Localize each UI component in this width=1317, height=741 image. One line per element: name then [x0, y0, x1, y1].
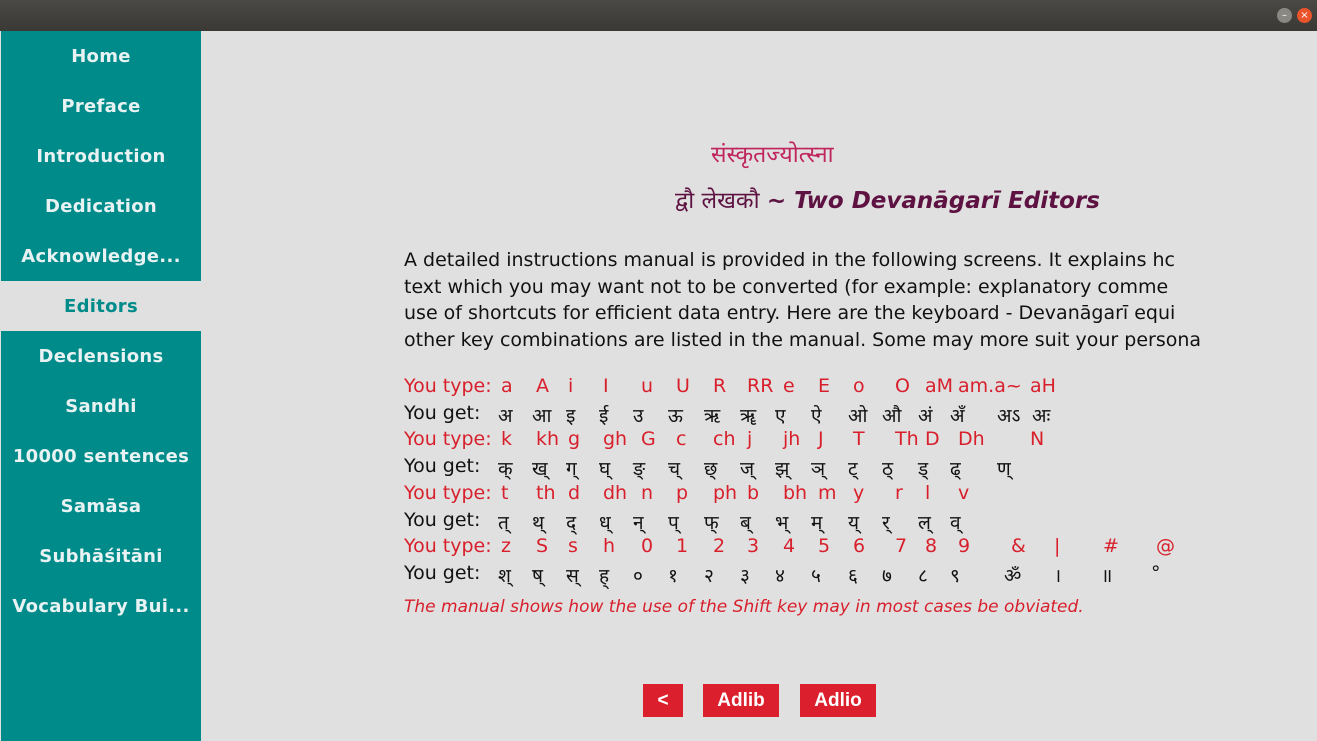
you-get-label: You get:	[404, 509, 481, 531]
key-input: E	[818, 375, 831, 397]
key-input: am.a~	[958, 375, 1022, 397]
shift-key-note: The manual shows how the use of the Shift key may in most cases be obviated.	[404, 597, 1084, 617]
paragraph-line: text which you may want not to be converted (for example: explanatory comme	[404, 275, 1169, 298]
devanagari-output: ऋ	[704, 405, 721, 427]
devanagari-output: १	[668, 565, 678, 587]
window-titlebar	[0, 0, 1317, 31]
sidebar-item-declensions[interactable]: Declensions	[38, 345, 164, 367]
key-input: O	[895, 375, 910, 397]
key-input: Dh	[958, 428, 985, 450]
you-get-row	[404, 455, 1204, 482]
devanagari-output: ए	[775, 405, 786, 427]
devanagari-output: ॥	[1101, 565, 1113, 587]
subtitle-english: ~ Two Devanāgarī Editors	[766, 188, 1100, 214]
devanagari-output: ढ्	[950, 458, 961, 480]
key-input: y	[853, 482, 865, 504]
devanagari-output: ठ्	[882, 458, 894, 480]
key-input: aH	[1030, 375, 1056, 397]
devanagari-output: भ्	[775, 512, 789, 534]
key-input: p	[676, 482, 689, 504]
key-input: th	[536, 482, 556, 504]
page-title: संस्कृतज्योत्स्ना	[711, 142, 834, 168]
adlio-button[interactable]: Adlio	[800, 684, 876, 717]
devanagari-output: प्	[668, 512, 679, 534]
devanagari-output: य्	[848, 512, 860, 534]
you-type-label: You type:	[404, 428, 492, 450]
key-input: @	[1156, 535, 1175, 557]
devanagari-output: ४	[775, 565, 785, 587]
sidebar-item-home[interactable]: Home	[71, 45, 131, 67]
key-input: aM	[925, 375, 954, 397]
sidebar-item-sandhi[interactable]: Sandhi	[65, 395, 137, 417]
devanagari-output: ।	[1054, 565, 1062, 587]
key-input: 0	[641, 535, 654, 557]
key-input: 7	[895, 535, 908, 557]
key-input: j	[747, 428, 753, 450]
sidebar-item-dedication[interactable]: Dedication	[45, 195, 157, 217]
close-window-icon[interactable]: ×	[1297, 8, 1312, 23]
devanagari-output: ञ्	[811, 458, 826, 480]
you-get-row	[404, 562, 1204, 589]
devanagari-output: घ्	[599, 458, 611, 480]
key-input: jh	[783, 428, 801, 450]
key-input: t	[501, 482, 509, 504]
sidebar-item-vocabulary-builder[interactable]: Vocabulary Bui...	[12, 595, 190, 617]
devanagari-output: ज्	[740, 458, 755, 480]
devanagari-output: ह्	[599, 565, 610, 587]
you-type-label: You type:	[404, 375, 492, 397]
key-input: |	[1054, 535, 1061, 557]
key-input: R	[713, 375, 727, 397]
paragraph-line: use of shortcuts for efficient data entry. Here are the keyboard - Devanāgarī equi	[404, 302, 1176, 325]
page-subtitle	[675, 183, 1100, 215]
devanagari-output: स्	[566, 565, 579, 587]
devanagari-output: ई	[599, 405, 609, 427]
devanagari-output: ङ्	[633, 458, 646, 480]
adlib-button[interactable]: Adlib	[703, 684, 779, 717]
devanagari-output: ८	[918, 565, 928, 587]
sidebar-item-10000-sentences[interactable]: 10000 sentences	[12, 445, 190, 467]
you-type-row	[404, 482, 1204, 509]
devanagari-output: र्	[882, 512, 890, 534]
key-input: A	[536, 375, 549, 397]
devanagari-output: ॠ	[740, 405, 757, 427]
devanagari-output: ॐ	[1004, 565, 1022, 587]
sidebar-item-preface[interactable]: Preface	[61, 95, 141, 117]
devanagari-output: ओ	[848, 405, 868, 427]
key-input: U	[676, 375, 690, 397]
devanagari-output: ध्	[599, 512, 611, 534]
key-input: m	[818, 482, 837, 504]
devanagari-output: थ्	[532, 512, 545, 534]
key-input: T	[853, 428, 865, 450]
key-input: dh	[603, 482, 628, 504]
minimize-window-icon[interactable]: –	[1277, 8, 1292, 23]
devanagari-output: व्	[950, 512, 961, 534]
key-input: 4	[783, 535, 796, 557]
key-input: k	[501, 428, 513, 450]
key-input: G	[641, 428, 656, 450]
devanagari-output: ख्	[532, 458, 548, 480]
key-input: #	[1103, 535, 1119, 557]
devanagari-output: ष्	[532, 565, 543, 587]
key-input: r	[895, 482, 903, 504]
key-input: 9	[958, 535, 971, 557]
key-input: a	[501, 375, 513, 397]
key-input: l	[925, 482, 931, 504]
devanagari-output: झ्	[775, 458, 790, 480]
key-input: 5	[818, 535, 831, 557]
key-input: &	[1011, 535, 1026, 557]
devanagari-output: अ	[498, 405, 513, 427]
key-input: N	[1030, 428, 1045, 450]
paragraph-line: other key combinations are listed in the manual. Some may more suit your persona	[404, 328, 1202, 351]
key-input: e	[783, 375, 795, 397]
key-input: c	[676, 428, 687, 450]
you-type-row	[404, 375, 1204, 402]
devanagari-output: श्	[498, 565, 511, 587]
you-type-row	[404, 535, 1204, 562]
key-input: d	[568, 482, 581, 504]
key-input: gh	[603, 428, 628, 450]
devanagari-output: ग्	[566, 458, 577, 480]
back-button[interactable]: <	[643, 684, 683, 717]
key-input: z	[501, 535, 511, 557]
key-input: v	[958, 482, 970, 504]
you-get-label: You get:	[404, 455, 481, 477]
instructions-paragraph	[404, 247, 1234, 355]
sidebar-item-subhasitani[interactable]: Subhāśitāni	[39, 545, 163, 567]
devanagari-output: अं	[918, 405, 933, 427]
devanagari-output: ६	[848, 565, 858, 587]
you-get-row	[404, 402, 1204, 429]
key-input: I	[603, 375, 609, 397]
key-input: u	[641, 375, 654, 397]
devanagari-output: फ्	[704, 512, 719, 534]
devanagari-output: अः	[1032, 405, 1051, 427]
devanagari-output: °	[1151, 562, 1161, 584]
key-input: g	[568, 428, 581, 450]
key-input: RR	[747, 375, 774, 397]
devanagari-output: औ	[882, 405, 902, 427]
key-input: 2	[713, 535, 726, 557]
devanagari-output: ३	[740, 565, 750, 587]
devanagari-output: क्	[498, 458, 513, 480]
key-input: 6	[853, 535, 866, 557]
key-input: i	[568, 375, 574, 397]
devanagari-output: ल्	[918, 512, 931, 534]
editors-panel	[201, 31, 1317, 741]
devanagari-output: ड्	[918, 458, 929, 480]
sidebar-item-editors[interactable]: Editors	[1, 281, 201, 331]
devanagari-output: अऽ	[997, 405, 1021, 427]
devanagari-output: ट्	[848, 458, 858, 480]
you-type-label: You type:	[404, 535, 492, 557]
devanagari-output: ५	[811, 565, 821, 587]
key-input: D	[925, 428, 940, 450]
key-input: Th	[895, 428, 919, 450]
key-input: J	[818, 428, 824, 450]
you-get-row	[404, 509, 1204, 536]
sidebar-item-introduction[interactable]: Introduction	[36, 145, 166, 167]
devanagari-output: ऐ	[811, 405, 822, 427]
devanagari-output: २	[704, 565, 714, 587]
you-get-label: You get:	[404, 562, 481, 584]
you-get-label: You get:	[404, 402, 481, 424]
subtitle-devanagari: द्वौ लेखकौ	[675, 188, 760, 214]
key-input: ph	[713, 482, 738, 504]
devanagari-output: ९	[950, 565, 960, 587]
sidebar-item-samasa[interactable]: Samāsa	[60, 495, 142, 517]
you-type-label: You type:	[404, 482, 492, 504]
key-input: b	[747, 482, 760, 504]
devanagari-output: त्	[498, 512, 509, 534]
key-input: S	[536, 535, 549, 557]
key-input: bh	[783, 482, 808, 504]
key-input: o	[853, 375, 865, 397]
devanagari-output: न्	[633, 512, 644, 534]
sidebar	[1, 31, 201, 741]
devanagari-output: आ	[532, 405, 552, 427]
key-input: kh	[536, 428, 560, 450]
devanagari-output: ऊ	[668, 405, 683, 427]
sidebar-item-acknowledgements[interactable]: Acknowledge...	[21, 245, 181, 267]
key-input: 3	[747, 535, 760, 557]
key-input: 8	[925, 535, 938, 557]
devanagari-output: द्	[566, 512, 577, 534]
key-input: h	[603, 535, 616, 557]
key-input: ch	[713, 428, 736, 450]
you-type-row	[404, 428, 1204, 455]
devanagari-output: छ्	[704, 458, 718, 480]
key-input: 1	[676, 535, 689, 557]
devanagari-output: ०	[633, 565, 643, 587]
devanagari-output: अँ	[950, 405, 965, 427]
key-input: n	[641, 482, 654, 504]
devanagari-output: उ	[633, 405, 644, 427]
key-input: s	[568, 535, 578, 557]
devanagari-output: ब्	[740, 512, 751, 534]
paragraph-line: A detailed instructions manual is provided in the following screens. It explains hc	[404, 249, 1175, 271]
devanagari-output: च्	[668, 458, 681, 480]
devanagari-output: म्	[811, 512, 823, 534]
devanagari-output: ण्	[997, 458, 1011, 480]
devanagari-output: इ	[566, 405, 576, 427]
devanagari-output: ७	[882, 565, 892, 587]
